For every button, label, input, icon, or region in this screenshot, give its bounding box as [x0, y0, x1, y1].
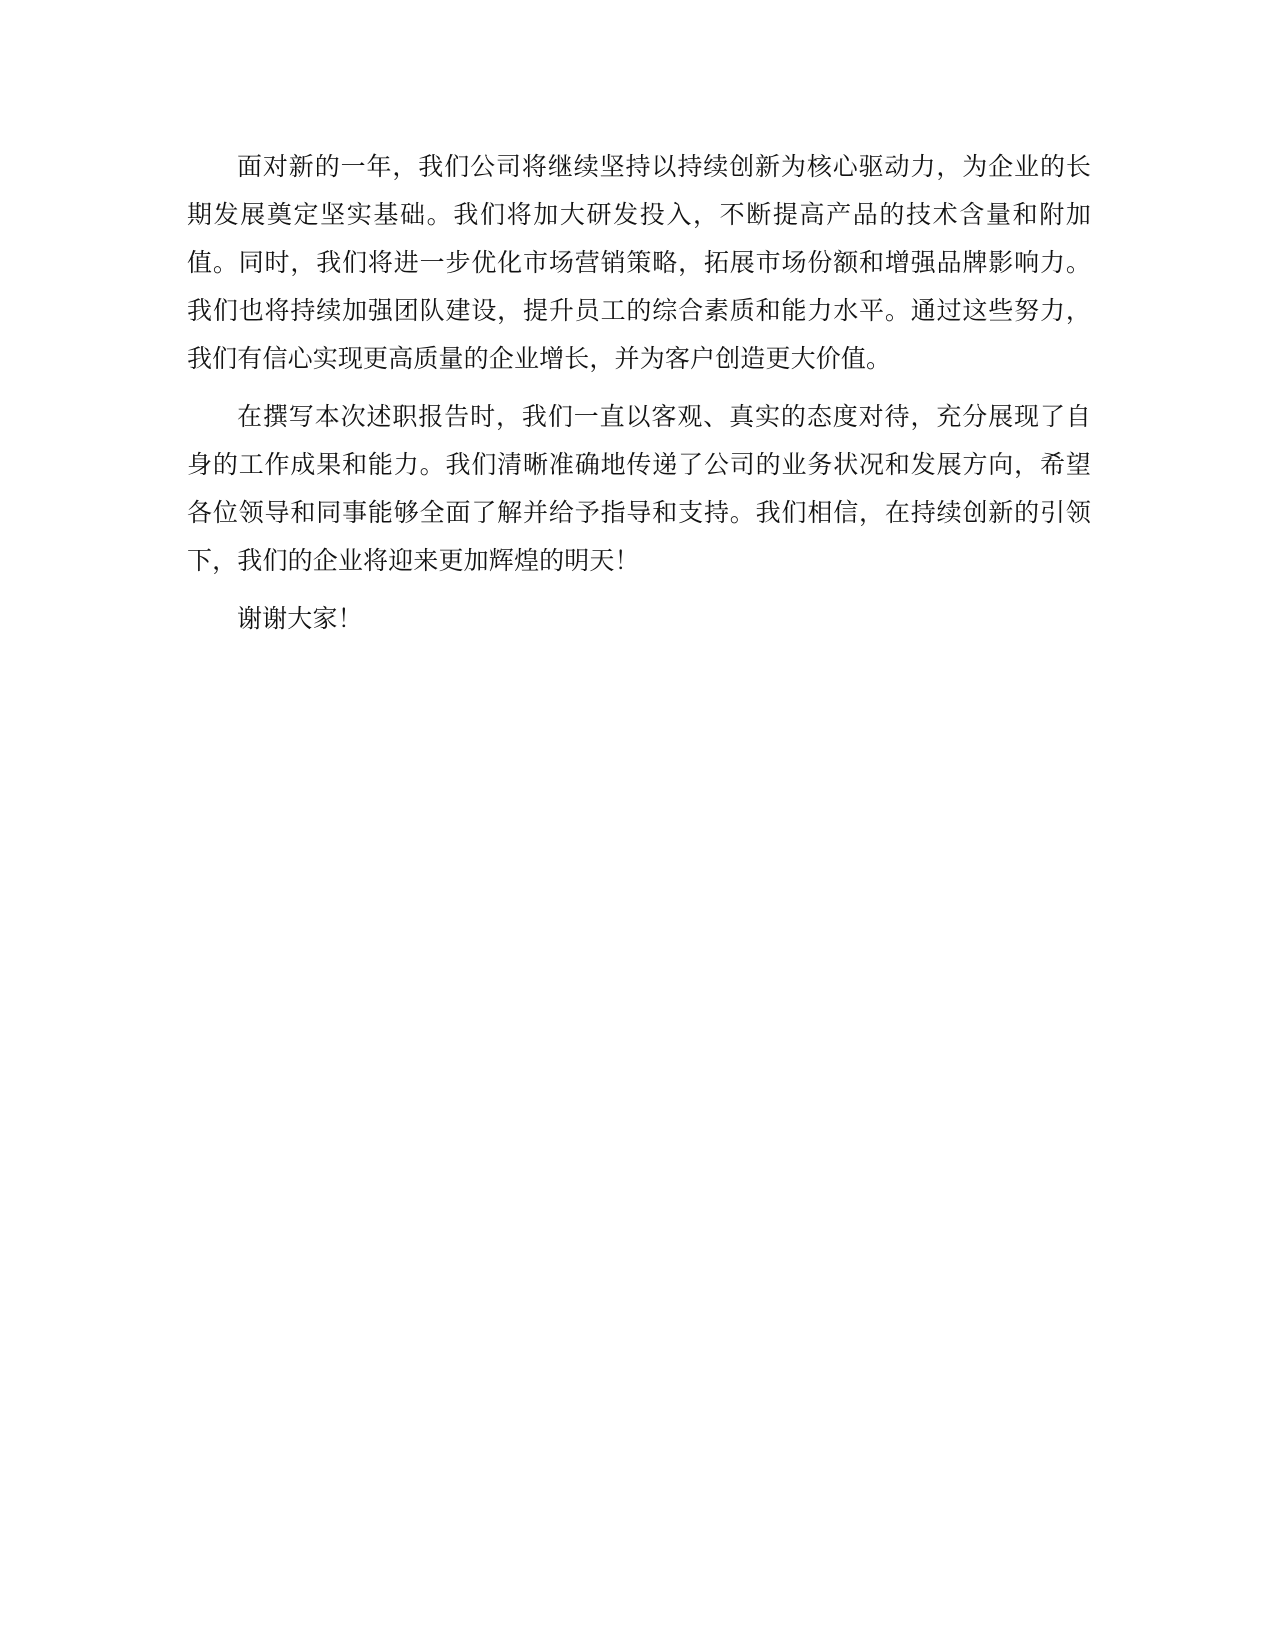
document-body	[187, 143, 1091, 653]
paragraph-report-summary: 在撰写本次述职报告时，我们一直以客观、真实的态度对待，充分展现了自身的工作成果和能力。我们清晰准确地传递了公司的业务状况和发展方向，希望各位领导和同事能够全面了解并给予指导和支持。我们相信，在持续创新的引领下，我们的企业将迎来更加辉煌的明天！	[187, 402, 1091, 575]
paragraph-closing: 谢谢大家！	[237, 604, 363, 633]
paragraph-outlook: 面对新的一年，我们公司将继续坚持以持续创新为核心驱动力，为企业的长期发展奠定坚实基础。我们将加大研发投入，不断提高产品的技术含量和附加值。同时，我们将进一步优化市场营销策略，拓展市场份额和增强品牌影响力。我们也将持续加强团队建设，提升员工的综合素质和能力水平。通过这些努力，我们有信心实现更高质量的企业增长，并为客户创造更大价值。	[187, 152, 1091, 373]
